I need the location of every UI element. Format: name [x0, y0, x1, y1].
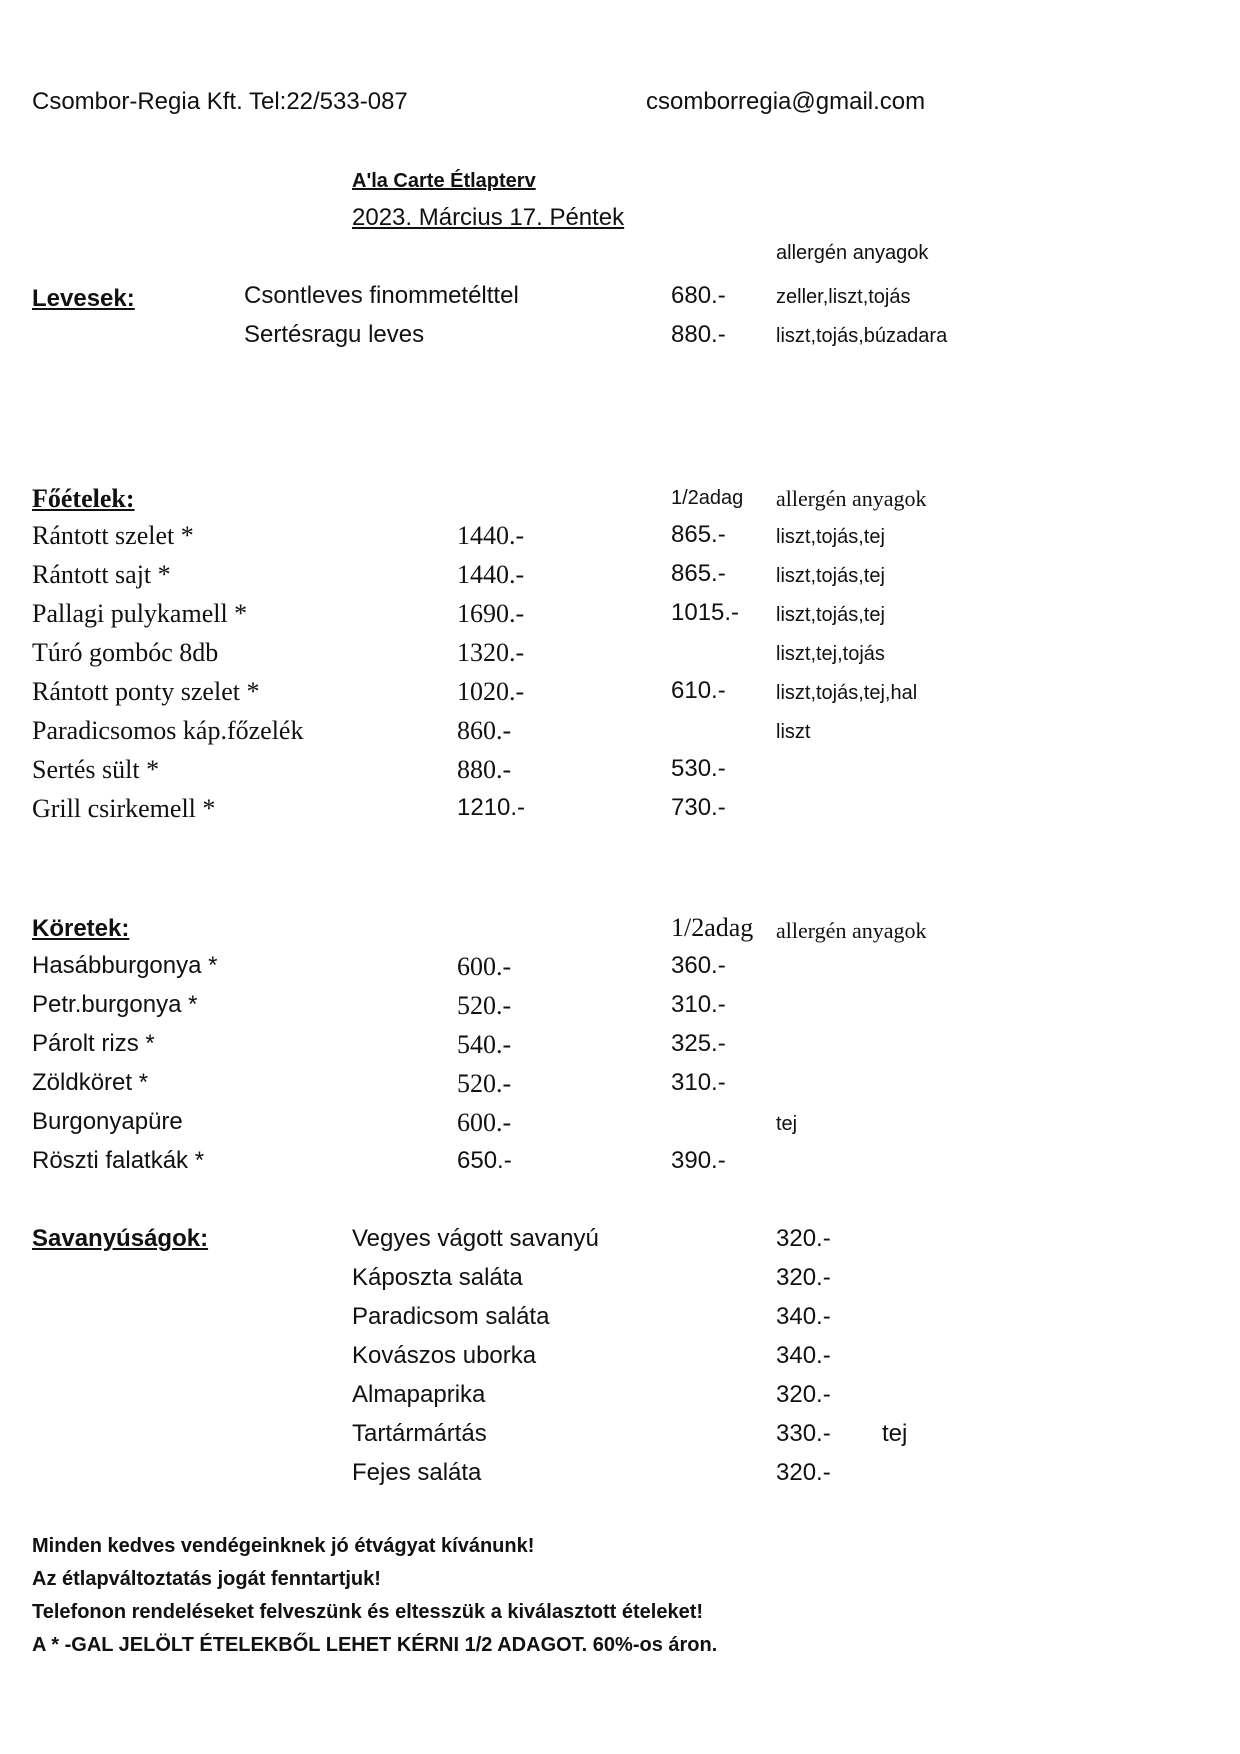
email: csomborregia@gmail.com — [646, 88, 926, 115]
pickle-name: Vegyes vágott savanyú — [352, 1225, 599, 1252]
main-name: Sertés sült * — [32, 755, 160, 784]
mains-half-header: 1/2adag — [671, 487, 744, 509]
mains-allergen-header: allergén anyagok — [776, 486, 927, 511]
menu-title: A'la Carte Étlapterv — [352, 170, 536, 192]
main-half-price: 865.- — [671, 521, 726, 548]
main-price: 1440.- — [457, 521, 525, 550]
main-allergens: liszt,tojás,tej — [776, 604, 885, 626]
sides-allergen-header: allergén anyagok — [776, 918, 927, 943]
side-price: 540.- — [457, 1030, 512, 1059]
side-half-price: 390.- — [671, 1147, 726, 1174]
main-allergens: liszt,tojás,tej — [776, 526, 885, 548]
pickle-name: Káposzta saláta — [352, 1264, 523, 1291]
main-name: Pallagi pulykamell * — [32, 599, 248, 628]
side-price: 600.- — [457, 1108, 512, 1137]
footer-line: A * -GAL JELÖLT ÉTELEKBŐL LEHET KÉRNI 1/2 ADAGOT. 60%-os áron. — [32, 1634, 718, 1656]
pickles-heading: Savanyúságok: — [32, 1225, 209, 1252]
side-allergens: tej — [776, 1113, 798, 1135]
mains-heading: Főételek: — [32, 484, 135, 513]
soups-heading: Levesek: — [32, 285, 135, 312]
sides-half-header: 1/2adag — [671, 913, 754, 942]
main-price: 1210.- — [457, 794, 526, 821]
side-half-price: 310.- — [671, 991, 726, 1018]
soup-price: 680.- — [671, 282, 726, 309]
footer-line: Az étlapváltoztatás jogát fenntartjuk! — [32, 1568, 381, 1590]
main-name: Rántott szelet * — [32, 521, 194, 550]
pickle-price: 320.- — [776, 1264, 831, 1291]
side-name: Párolt rizs * — [32, 1030, 155, 1057]
main-name: Grill csirkemell * — [32, 794, 216, 823]
main-allergens: liszt,tojás,tej — [776, 565, 885, 587]
side-name: Hasábburgonya * — [32, 952, 218, 979]
side-half-price: 310.- — [671, 1069, 726, 1096]
side-name: Zöldköret * — [32, 1069, 149, 1096]
side-name: Röszti falatkák * — [32, 1147, 205, 1174]
footer-line: Telefonon rendeléseket felveszünk és eltesszük a kiválasztott ételeket! — [32, 1601, 704, 1623]
side-name: Burgonyapüre — [32, 1108, 183, 1135]
soups-allergen-header: allergén anyagok — [776, 242, 929, 264]
pickle-price: 320.- — [776, 1225, 831, 1252]
side-price: 520.- — [457, 1069, 512, 1098]
pickle-name: Kovászos uborka — [352, 1342, 537, 1369]
main-price: 1440.- — [457, 560, 525, 589]
pickle-allergens: tej — [882, 1420, 908, 1447]
main-price: 1320.- — [457, 638, 525, 667]
pickle-price: 320.- — [776, 1381, 831, 1408]
side-half-price: 360.- — [671, 952, 726, 979]
main-price: 1020.- — [457, 677, 525, 706]
main-name: Paradicsomos káp.főzelék — [32, 716, 304, 745]
pickle-name: Almapaprika — [352, 1381, 486, 1408]
pickle-name: Fejes saláta — [352, 1459, 482, 1486]
soup-name: Csontleves finommetélttel — [244, 282, 519, 309]
side-half-price: 325.- — [671, 1030, 726, 1057]
side-price: 650.- — [457, 1147, 512, 1174]
side-name: Petr.burgonya * — [32, 991, 198, 1018]
pickle-price: 340.- — [776, 1303, 831, 1330]
main-name: Rántott sajt * — [32, 560, 171, 589]
main-half-price: 865.- — [671, 560, 726, 587]
pickle-price: 340.- — [776, 1342, 831, 1369]
main-allergens: liszt — [776, 721, 811, 743]
company-info: Csombor-Regia Kft. Tel:22/533-087 — [32, 88, 408, 115]
main-half-price: 730.- — [671, 794, 726, 821]
main-half-price: 610.- — [671, 677, 726, 704]
main-half-price: 530.- — [671, 755, 726, 782]
side-price: 520.- — [457, 991, 512, 1020]
main-allergens: liszt,tojás,tej,hal — [776, 682, 918, 704]
pickle-name: Tartármártás — [352, 1420, 487, 1447]
pickle-price: 330.- — [776, 1420, 831, 1447]
soup-allergens: zeller,liszt,tojás — [776, 286, 911, 308]
main-name: Rántott ponty szelet * — [32, 677, 260, 706]
soup-price: 880.- — [671, 321, 726, 348]
main-half-price: 1015.- — [671, 599, 740, 626]
main-name: Túró gombóc 8db — [32, 638, 219, 667]
pickle-price: 320.- — [776, 1459, 831, 1486]
footer-line: Minden kedves vendégeinknek jó étvágyat kívánunk! — [32, 1535, 535, 1557]
main-price: 1690.- — [457, 599, 525, 628]
main-price: 880.- — [457, 755, 512, 784]
menu-date: 2023. Március 17. Péntek — [352, 204, 625, 231]
side-price: 600.- — [457, 952, 512, 981]
soup-allergens: liszt,tojás,búzadara — [776, 325, 948, 347]
pickle-name: Paradicsom saláta — [352, 1303, 550, 1330]
main-allergens: liszt,tej,tojás — [776, 643, 885, 665]
sides-heading: Köretek: — [32, 915, 130, 942]
main-price: 860.- — [457, 716, 512, 745]
soup-name: Sertésragu leves — [244, 321, 425, 348]
